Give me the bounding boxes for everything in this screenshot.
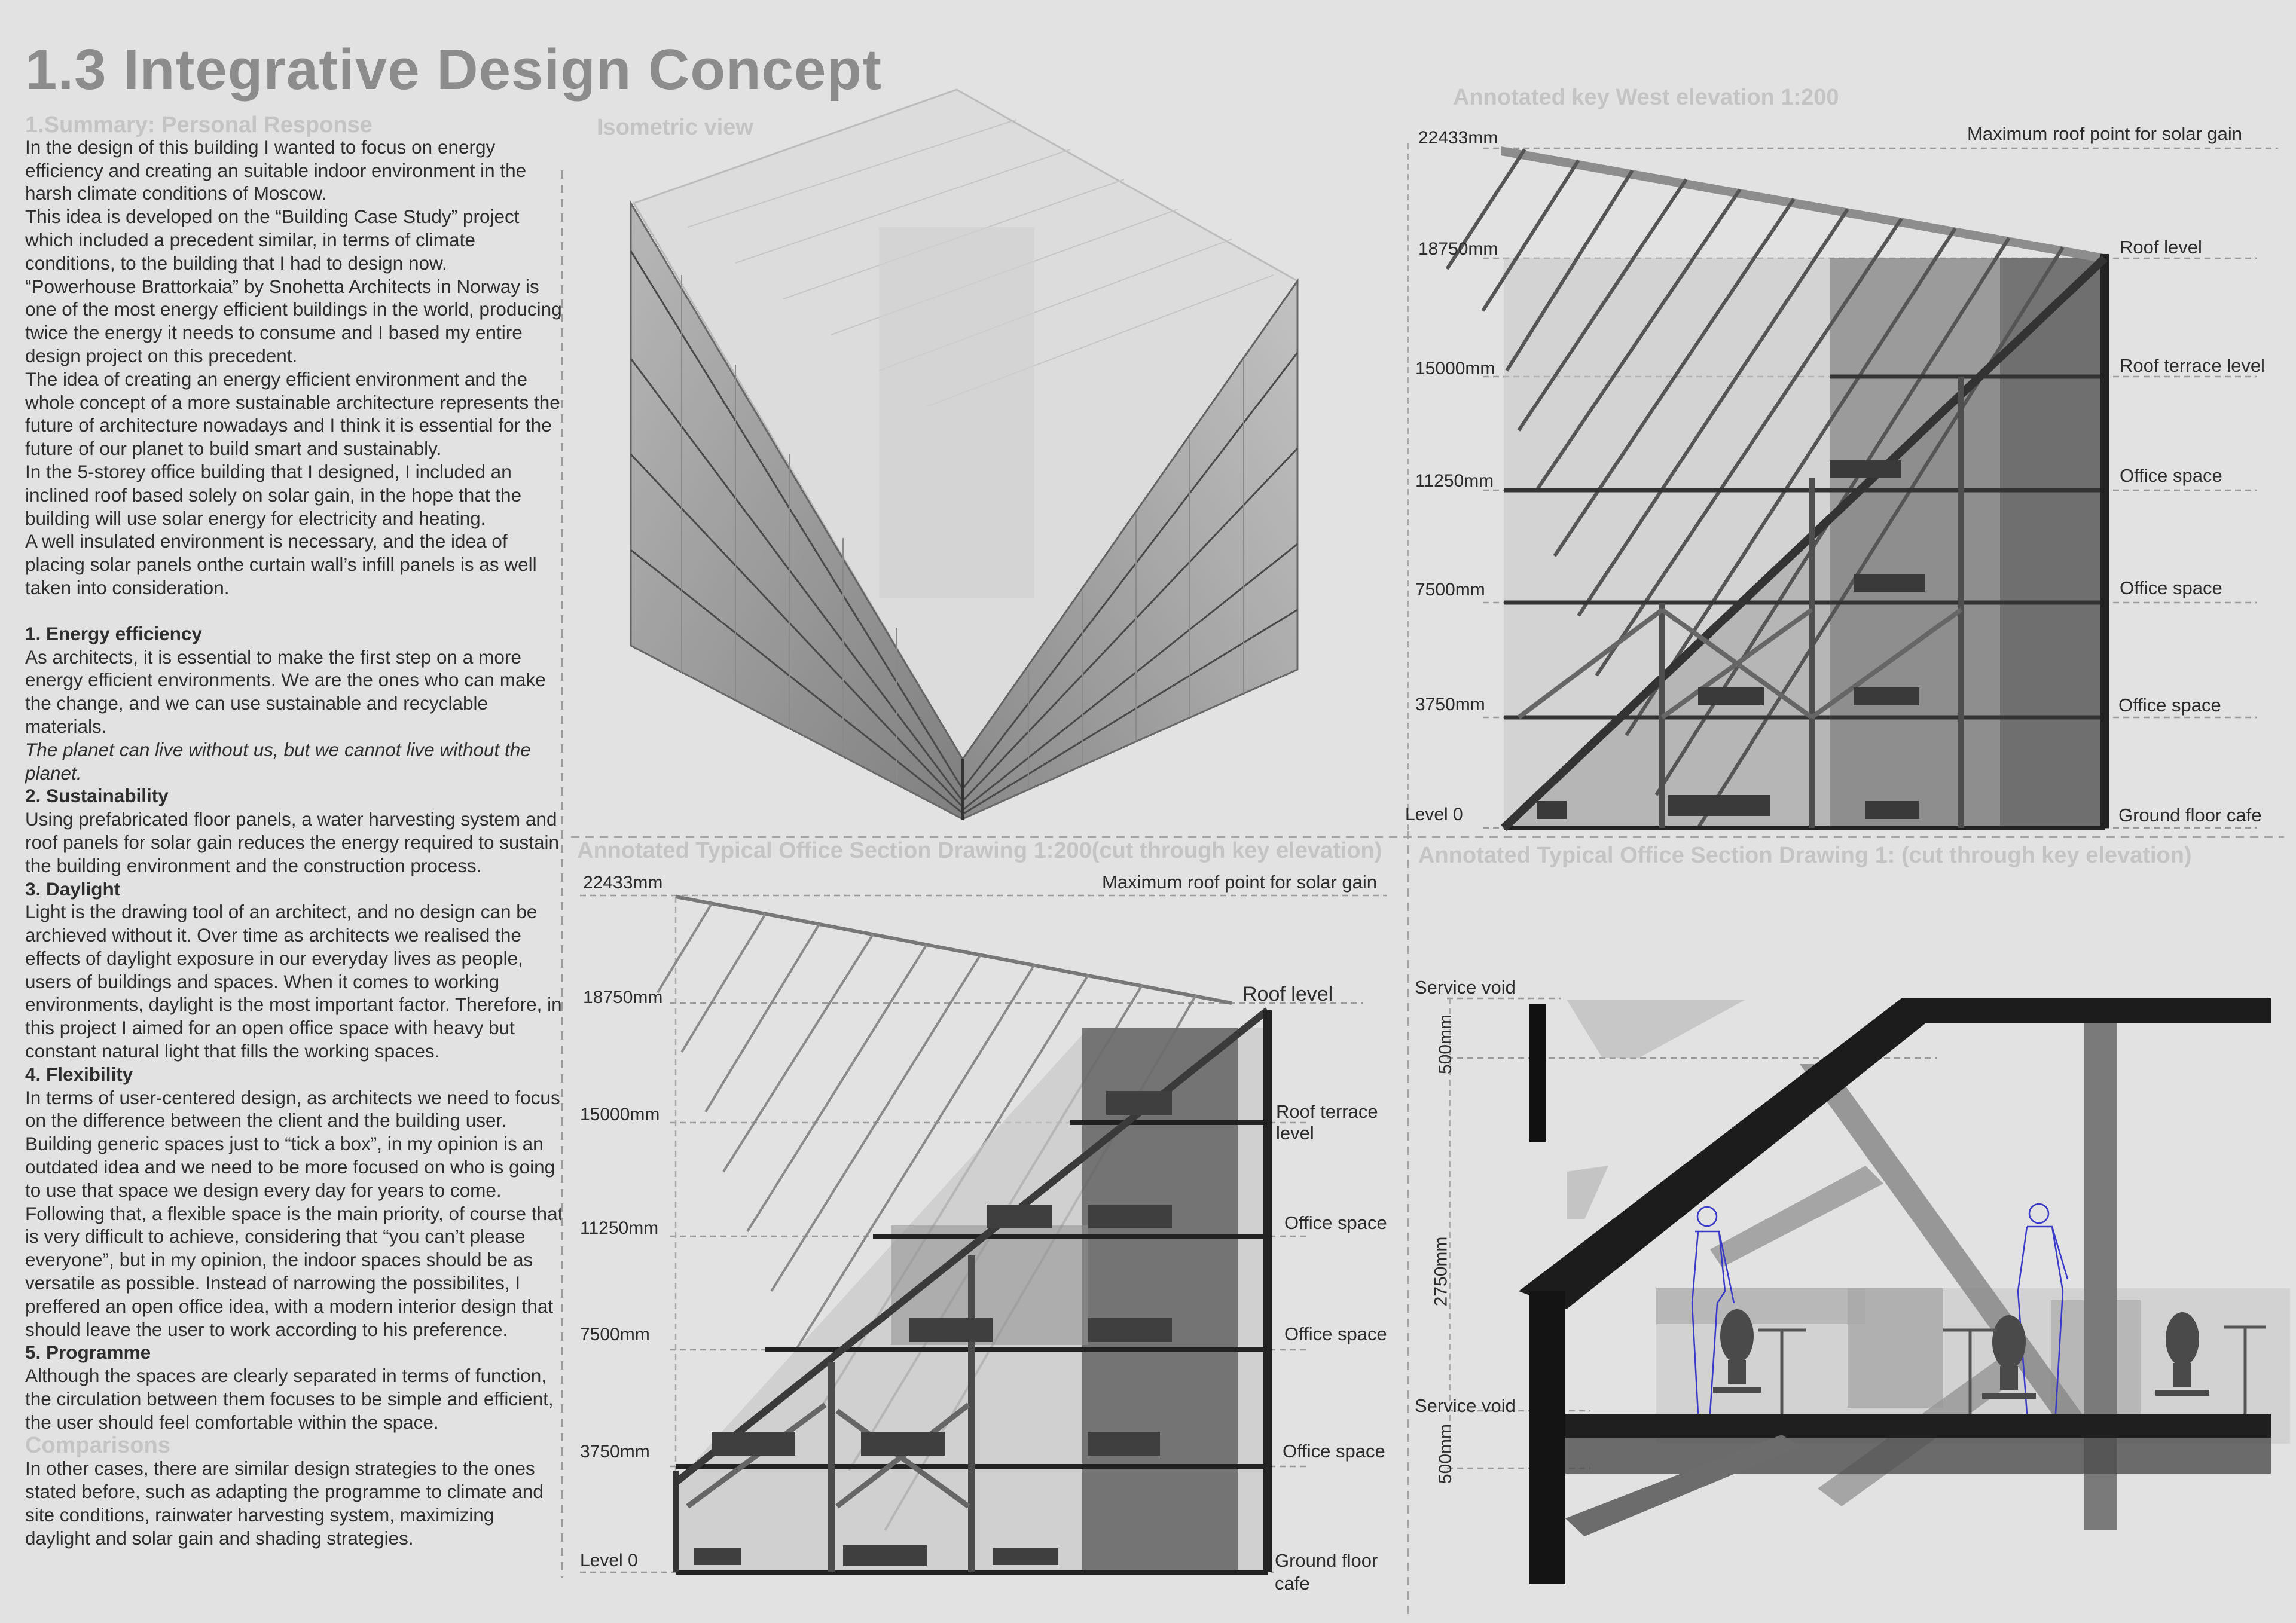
west-dim-level: 18750mm: [1418, 239, 1498, 259]
service-void-top-label: Service void: [1415, 977, 1516, 998]
section-quote: The planet can live without us, but we cannot live without the planet.: [25, 738, 531, 784]
west-dim-level: 3750mm: [1415, 695, 1485, 714]
section-dim-level: 3750mm: [580, 1442, 650, 1462]
summary-paragraph: In the 5-storey office building that I designed, I included an inclined roof based solely on solar gain, in the hope that the building will use solar energy for electricity and heating.: [25, 460, 522, 529]
section-200-heading: Annotated Typical Office Section Drawing 1:200(cut through key elevation): [577, 838, 1382, 863]
summary-paragraph: In the design of this building I wanted to focus on energy efficiency and creating an suitable indoor environment in the harsh climate conditions of Moscow.: [25, 136, 527, 204]
section-text: In terms of user-centered design, as architects we need to focus on the difference between the client and the building user. Building generic spaces just to “tick a box”, in my opinion is an outdated idea and we need to be more focused on who is going to use that space we design every day for years to come. Following that, a flexible space is the main priority, of course that is very difficult to achieve, considering that “you can’t please everyone”, but in my opinion, the indoor spaces should be as versatile as possible. Instead of narrowing the possibilites, I preffered an open office idea, with a modern interior design that should leave the user to work according to his preference.: [25, 1086, 563, 1340]
section-heading: 1. Energy efficiency: [25, 622, 202, 644]
section-level-label: Roof level: [1242, 983, 1333, 1005]
label-line: cafe: [1275, 1573, 1310, 1594]
section-text: Using prefabricated floor panels, a water harvesting system and roof panels for solar gain reduces the energy required to sustain the building environment and the construction process.: [25, 808, 560, 876]
section-detail-heading: Annotated Typical Office Section Drawing 1: (cut through key elevation): [1418, 843, 2192, 868]
west-label-top: Maximum roof point for solar gain: [1967, 123, 2243, 144]
summary-heading: 1.Summary: Personal Response: [25, 114, 373, 137]
label-line: level: [1276, 1123, 1314, 1144]
dim-500-bottom: 500mm: [1436, 1423, 1456, 1484]
west-dim-level: 7500mm: [1415, 580, 1485, 600]
section-heading: 2. Sustainability: [25, 785, 169, 807]
isometric-drawing: [616, 84, 1309, 825]
west-level-label: Office space: [2118, 695, 2221, 716]
comparisons-text: In other cases, there are similar design strategies to the ones stated before, such as adapting the programme to climate and site conditions, rainwater harvesting system, maximizing daylight and solar gain and shading strategies.: [25, 1457, 544, 1549]
section-dim-level: 11250mm: [580, 1218, 659, 1238]
comparisons-heading: Comparisons: [25, 1432, 170, 1458]
west-dim-level: 15000mm: [1415, 359, 1495, 378]
west-dim-level: Level 0: [1405, 805, 1463, 824]
west-level-label: Roof level: [2120, 237, 2202, 258]
west-elevation-heading: Annotated key West elevation 1:200: [1453, 85, 1839, 110]
summary-paragraph: This idea is developed on the “Building Case Study” project which included a precedent similar, in terms of climate conditions, to the building that I had to design now.: [25, 206, 520, 274]
section-dim-top: 22433mm: [583, 873, 663, 893]
section-text: As architects, it is essential to make the first step on a more energy efficient environments. We are the ones who can make the change, and we can use sustainable and recyclable materials.: [25, 646, 546, 737]
section-level-label: Office space: [1283, 1441, 1385, 1462]
isometric-heading: Isometric view: [597, 115, 753, 140]
section-text: Although the spaces are clearly separated in terms of function, the circulation between them focuses to be simple and efficient, the user should feel comfortable within the space.: [25, 1365, 554, 1433]
summary-paragraph: The idea of creating an energy efficient environment and the whole concept of a more sustainable architecture represents the future of architecture nowadays and I think it is essential for the future of our planet to build smart and sustainably.: [25, 368, 560, 460]
summary-paragraph: “Powerhouse Brattorkaia” by Snohetta Architects in Norway is one of the most energy efficient buildings in the world, producing twice the energy it needs to consume and I based my entire design project on this precedent.: [25, 275, 562, 366]
section-level-label: [1276, 1101, 1378, 1144]
west-level-label: Office space: [2120, 577, 2222, 598]
section-level-label: [1275, 1549, 1378, 1595]
label-line: Roof terrace: [1276, 1101, 1378, 1122]
section-detail-drawing: [1411, 968, 2290, 1590]
label-line: Ground floor: [1275, 1550, 1378, 1571]
section-heading: 3. Daylight: [25, 878, 121, 900]
section-dim-level: 7500mm: [580, 1325, 650, 1344]
section-dim-level: Level 0: [580, 1551, 638, 1570]
page-title: 1.3 Integrative Design Concept: [25, 38, 883, 102]
west-level-label: Ground floor cafe: [2118, 805, 2262, 826]
section-dim-level: 15000mm: [580, 1105, 660, 1124]
west-dim-level: 11250mm: [1415, 471, 1494, 491]
service-void-bottom-label: Service void: [1415, 1395, 1516, 1416]
west-level-label: Roof terrace level: [2120, 355, 2265, 376]
dim-2750: 2750mm: [1431, 1236, 1451, 1307]
section-level-label: Office space: [1284, 1212, 1387, 1233]
section-text: Light is the drawing tool of an architect, and no design can be archieved without it. Over time as architects we realised the effects of daylight exposure in our everyday lives as people, users of buildings and spaces. When it comes to working environments, daylight is the most important factor. Therefore, in this project I aimed for an open office space with heavy but constant natural light that fills the working spaces.: [25, 901, 562, 1062]
summary-paragraph: A well insulated environment is necessary, and the idea of placing solar panels onthe curtain wall’s infill panels is as well taken into consideration.: [25, 530, 537, 598]
section-heading: 4. Flexibility: [25, 1063, 133, 1085]
dim-500-top: 500mm: [1436, 1014, 1456, 1075]
section-heading: 5. Programme: [25, 1341, 151, 1364]
section-200-drawing: [574, 873, 1399, 1590]
section-dim-level: 18750mm: [583, 988, 663, 1007]
section-label-top: Maximum roof point for solar gain: [1102, 872, 1378, 893]
west-level-label: Office space: [2120, 465, 2222, 486]
section-level-label: Office space: [1284, 1324, 1387, 1344]
west-dim-top: 22433mm: [1418, 128, 1498, 148]
